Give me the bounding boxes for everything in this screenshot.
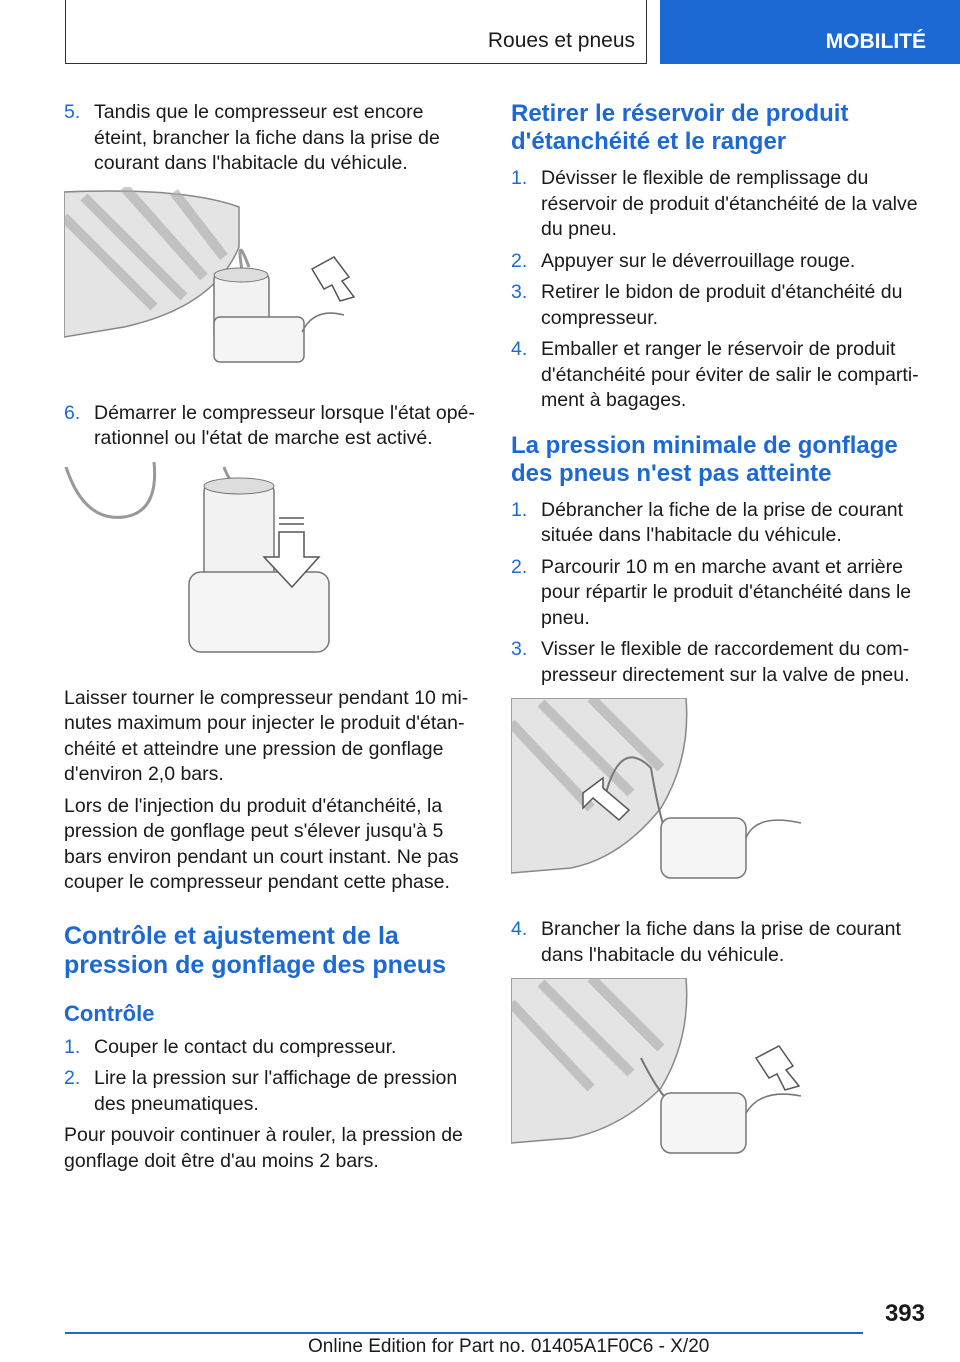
section-heading-min-pressure: La pression minimale de gonflage des pneus n'est pas atteinte bbox=[511, 431, 898, 487]
left-column bbox=[64, 100, 479, 1180]
step-number: 2. bbox=[511, 555, 528, 578]
step-text: Appuyer sur le déverrouillage rouge. bbox=[541, 249, 856, 272]
step-number: 2. bbox=[64, 1067, 81, 1089]
step-text: Dévisser le flexible de remplissage du réservoir de produit d'étanchéité de la valve du pneu. bbox=[541, 167, 918, 240]
illustration-compressor-plug-2 bbox=[511, 978, 811, 1168]
step-number: 3. bbox=[511, 638, 528, 660]
check-step-1 bbox=[64, 1035, 479, 1061]
section-title: Roues et pneus bbox=[487, 29, 635, 52]
step-text: Démarrer le compresseur lorsque l'état opérationnel ou l'état de marche est activé. bbox=[94, 401, 475, 449]
step-number: 1. bbox=[511, 498, 528, 521]
step-number: 2. bbox=[511, 249, 528, 272]
section-heading-control: Contrôle et ajustement de la pression de gonflage des pneus bbox=[64, 921, 447, 979]
step-5 bbox=[64, 100, 479, 177]
step-text: Emballer et ranger le réservoir de produit d'étanchéité pour éviter de salir le compartiment à bagages. bbox=[541, 338, 919, 411]
page-number: 393 bbox=[884, 1300, 925, 1327]
subheading-control: Contrôle bbox=[64, 1000, 155, 1026]
step-number: 1. bbox=[511, 167, 528, 189]
step-number: 4. bbox=[511, 918, 528, 940]
illustration-compressor-switch bbox=[64, 462, 364, 662]
section-heading-remove-reservoir: Retirer le réservoir de produit d'étanchéité et le ranger bbox=[511, 100, 849, 155]
step-text: Couper le contact du compresseur. bbox=[94, 1035, 397, 1058]
step-number: 3. bbox=[511, 281, 528, 303]
illustration-hose-to-valve bbox=[511, 698, 811, 893]
remove-step-2 bbox=[511, 249, 921, 275]
min-step-1 bbox=[511, 498, 921, 549]
right-column bbox=[511, 100, 921, 1192]
footer-divider bbox=[65, 1332, 863, 1334]
paragraph-min-pressure: Pour pouvoir continuer à rouler, la pression de gonflage doit être d'au moins 2 bars. bbox=[64, 1124, 463, 1172]
chapter-tab: MOBILITÉ bbox=[660, 0, 960, 64]
illustration-compressor-plug bbox=[64, 187, 364, 377]
paragraph-duration: Laisser tourner le compresseur pendant 10 minutes maximum pour injecter le produit d'étanchéité et atteindre une pression de gonflage d'environ 2,0 bars. bbox=[64, 686, 469, 785]
min-step-3 bbox=[511, 637, 921, 688]
step-6 bbox=[64, 401, 479, 452]
step-number: 4. bbox=[511, 338, 528, 360]
step-text: Parcourir 10 m en marche avant et arrière pour répartir le produit d'étanchéité dans le pneu. bbox=[541, 555, 912, 629]
step-text: Visser le flexible de raccordement du compresseur directement sur la valve de pneu. bbox=[541, 638, 910, 686]
step-number: 6. bbox=[64, 401, 81, 424]
step-number: 5. bbox=[64, 101, 81, 123]
step-text: Retirer le bidon de produit d'étanchéité du compresseur. bbox=[541, 281, 903, 329]
remove-step-4 bbox=[511, 337, 921, 414]
step-text: Débrancher la fiche de la prise de courant située dans l'habitacle du véhicule. bbox=[541, 498, 904, 546]
remove-step-1 bbox=[511, 166, 921, 243]
step-text: Tandis que le compresseur est encore éteint, brancher la fiche dans la prise de courant dans l'habitacle du véhicule. bbox=[94, 101, 440, 174]
step-text: Brancher la fiche dans la prise de courant dans l'habitacle du véhicule. bbox=[541, 918, 901, 966]
paragraph-pressure-note: Lors de l'injection du produit d'étanchéité, la pression de gonflage peut s'élever jusqu'à 5 bars environ pendant un court instant. Ne pas couper le compresseur pendant cette phase. bbox=[64, 794, 459, 893]
check-step-2 bbox=[64, 1066, 479, 1117]
min-step-2 bbox=[511, 555, 921, 632]
step-number: 1. bbox=[64, 1035, 81, 1058]
step-text: Lire la pression sur l'affichage de pression des pneumatiques. bbox=[94, 1067, 458, 1115]
remove-step-3 bbox=[511, 280, 921, 331]
footer-edition: Online Edition for Part no. 01405A1F0C6 - X/20 bbox=[308, 1336, 710, 1357]
min-step-4 bbox=[511, 917, 921, 968]
